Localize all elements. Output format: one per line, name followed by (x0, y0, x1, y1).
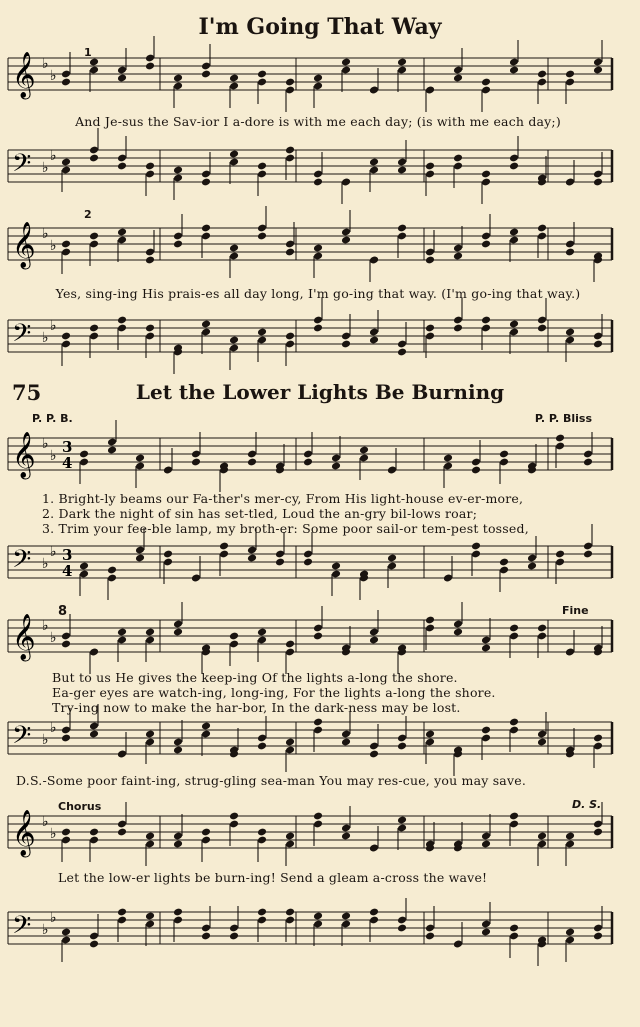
note-head (331, 462, 341, 471)
note-head (443, 454, 453, 463)
bass-clef-icon: 𝄢 (12, 149, 32, 184)
note-head (555, 550, 565, 559)
note-head (313, 632, 323, 641)
note-head (387, 554, 397, 563)
note-head (257, 628, 267, 637)
bass-clef-icon: 𝄢 (12, 721, 32, 756)
note-head (481, 928, 491, 937)
hymn-title-lower-lights: Let the Lower Lights Be Burning (135, 380, 505, 404)
time-signature-top: 3 (62, 546, 73, 564)
note-head (61, 828, 71, 837)
staff-lines (8, 912, 612, 944)
note-head (163, 550, 173, 559)
note-head (509, 718, 519, 727)
lyrics-line-2: Yes, sing-ing His prais-es all day long, I'm go-ing that way. (I'm go-ing that way.) (55, 286, 581, 301)
measure-mark-8: 8 (58, 604, 68, 619)
note-head (593, 932, 603, 941)
note-head (331, 562, 341, 571)
staff-lines (8, 816, 612, 848)
note-head (61, 78, 71, 87)
note-head (145, 62, 155, 71)
note-head (453, 154, 463, 163)
time-signature-bottom: 4 (62, 562, 73, 580)
note-head (135, 554, 145, 563)
note-head (61, 158, 71, 167)
note-head (499, 450, 509, 459)
verse-2-line-1: 2. Dark the night of sin has set-tled, Loud the an-gry bil-lows roar; (42, 506, 478, 521)
note-head (79, 562, 89, 571)
note-head (313, 324, 323, 333)
note-head (509, 228, 519, 237)
note-head (229, 150, 239, 159)
staff-lines (8, 150, 612, 182)
ds-label: D. S. (572, 798, 602, 811)
note-head (61, 734, 71, 743)
note-head (201, 320, 211, 329)
time-signature-top: 3 (62, 438, 73, 456)
chorus-label: Chorus (58, 800, 102, 813)
note-head (117, 908, 127, 917)
note-head (257, 328, 267, 337)
bass-clef-icon: 𝄢 (12, 319, 32, 354)
bass-clef-icon: 𝄢 (12, 545, 32, 580)
verse-2-line-2: Ea-ger eyes are watch-ing, long-ing, For the lights a-long the shore. (52, 685, 496, 700)
note-head (285, 146, 295, 155)
note-head (565, 328, 575, 337)
note-head (285, 332, 295, 341)
note-head (303, 558, 313, 567)
note-head (275, 558, 285, 567)
note-head (107, 446, 117, 455)
staff-lines (8, 228, 612, 260)
flat-icon: ♭ (50, 720, 57, 736)
note-head (173, 746, 183, 755)
note-head (257, 70, 267, 79)
note-head (397, 816, 407, 825)
note-head (117, 162, 127, 171)
note-head (285, 738, 295, 747)
hymn-title-going-that-way: I'm Going That Way (198, 14, 442, 40)
note-head (89, 324, 99, 333)
note-head (537, 832, 547, 841)
bass-clef-icon: 𝄢 (12, 911, 32, 946)
note-head (565, 70, 575, 79)
note-head (537, 224, 547, 233)
treble-clef-icon: 𝄞 (12, 614, 36, 660)
flat-icon: ♭ (42, 814, 49, 830)
note-head (61, 928, 71, 937)
verse-1-line-2: But to us He gives the keep-ing Of the lights a-long the shore. (52, 670, 458, 685)
hymn-number: 75 (12, 380, 42, 405)
note-head (303, 458, 313, 467)
note-head (593, 828, 603, 837)
note-head (117, 228, 127, 237)
staff-bass-a1 (0, 142, 640, 202)
note-head (313, 178, 323, 187)
note-head (285, 832, 295, 841)
note-head (481, 316, 491, 325)
note-head (397, 58, 407, 67)
note-head (145, 730, 155, 739)
note-head (145, 324, 155, 333)
note-head (173, 840, 183, 849)
credit-right: P. P. Bliss (534, 412, 592, 425)
note-head (509, 66, 519, 75)
note-head (425, 324, 435, 333)
staff-treble-b1 (0, 430, 640, 490)
note-head (89, 232, 99, 241)
verse-3-line-2: Try-ing now to make the har-bor, In the dark-ness may be lost. (52, 700, 461, 715)
note-head (341, 236, 351, 245)
note-head (341, 58, 351, 67)
note-head (257, 908, 267, 917)
note-head (425, 616, 435, 625)
note-head (481, 78, 491, 87)
note-head (89, 154, 99, 163)
staff-treble-a1 (0, 50, 640, 110)
ds-lyric-line: D.S.-Some poor faint-ing, strug-gling sea-man You may res-cue, you may save. (16, 773, 526, 788)
note-head (453, 74, 463, 83)
note-head (425, 730, 435, 739)
note-head (61, 640, 71, 649)
fine-label: Fine (562, 604, 589, 617)
staff-lines (8, 620, 612, 652)
note-head (481, 726, 491, 735)
note-head (397, 348, 407, 357)
note-head (509, 162, 519, 171)
treble-clef-icon: 𝄞 (12, 432, 36, 478)
note-head (135, 454, 145, 463)
note-head (509, 320, 519, 329)
note-head (425, 256, 435, 265)
note-head (537, 324, 547, 333)
note-head (173, 628, 183, 637)
measure-mark-1: 1 (84, 46, 92, 59)
note-head (117, 316, 127, 325)
note-head (369, 158, 379, 167)
note-head (61, 332, 71, 341)
treble-clef-icon: 𝄞 (12, 222, 36, 268)
staff-lines (8, 722, 612, 754)
note-head (397, 224, 407, 233)
note-head (257, 828, 267, 837)
note-head (229, 632, 239, 641)
note-head (285, 248, 295, 257)
note-head (481, 840, 491, 849)
note-head (285, 640, 295, 649)
note-head (453, 252, 463, 261)
note-head (481, 240, 491, 249)
note-head (89, 828, 99, 837)
note-head (219, 542, 229, 551)
note-head (555, 434, 565, 443)
note-head (527, 562, 537, 571)
note-head (369, 336, 379, 345)
note-head (257, 232, 267, 241)
note-head (481, 644, 491, 653)
flat-icon: ♭ (50, 318, 57, 334)
note-head (89, 730, 99, 739)
flat-icon: ♭ (50, 238, 57, 254)
note-head (145, 256, 155, 265)
note-head (229, 244, 239, 253)
treble-clef-icon: 𝄞 (12, 52, 36, 98)
flat-icon: ♭ (50, 544, 57, 560)
note-head (509, 812, 519, 821)
note-head (89, 940, 99, 949)
note-head (145, 832, 155, 841)
note-head (425, 162, 435, 171)
note-head (341, 832, 351, 841)
flat-icon: ♭ (50, 826, 57, 842)
staff-treble-b3 (0, 808, 640, 868)
note-head (341, 912, 351, 921)
flat-icon: ♭ (50, 148, 57, 164)
note-head (397, 166, 407, 175)
verse-1-line-1: 1. Bright-ly beams our Fa-ther's mer-cy, From His light-house ev-er-more, (42, 491, 524, 506)
flat-icon: ♭ (50, 910, 57, 926)
treble-clef-icon: 𝄞 (12, 810, 36, 856)
flat-icon: ♭ (42, 56, 49, 72)
staff-bass-b2 (0, 714, 640, 774)
note-head (313, 74, 323, 83)
note-head (583, 550, 593, 559)
note-head (201, 828, 211, 837)
note-head (61, 240, 71, 249)
staff-lines (8, 58, 612, 90)
note-head (145, 912, 155, 921)
note-head (201, 224, 211, 233)
credit-left: P. P. B. (32, 412, 73, 425)
note-head (285, 78, 295, 87)
note-head (593, 178, 603, 187)
note-head (537, 738, 547, 747)
note-head (565, 928, 575, 937)
staff-lines (8, 320, 612, 352)
flat-icon: ♭ (50, 630, 57, 646)
note-head (201, 70, 211, 79)
note-head (173, 166, 183, 175)
note-head (229, 336, 239, 345)
flat-icon: ♭ (50, 68, 57, 84)
note-head (471, 542, 481, 551)
note-head (313, 912, 323, 921)
note-head (341, 738, 351, 747)
note-head (313, 718, 323, 727)
flat-icon: ♭ (42, 330, 49, 346)
staff-bass-a2 (0, 312, 640, 372)
note-head (201, 178, 211, 187)
note-head (341, 340, 351, 349)
note-head (313, 244, 323, 253)
note-head (593, 734, 603, 743)
note-head (425, 932, 435, 941)
flat-icon: ♭ (50, 448, 57, 464)
note-head (565, 832, 575, 841)
note-head (229, 932, 239, 941)
note-head (537, 624, 547, 633)
note-head (583, 458, 593, 467)
note-head (117, 74, 127, 83)
flat-icon: ♭ (42, 618, 49, 634)
staff-treble-a2 (0, 220, 640, 280)
flat-icon: ♭ (42, 436, 49, 452)
chorus-lyrics: Let the low-er lights be burn-ing! Send a gleam a-cross the wave! (58, 870, 488, 885)
note-head (471, 466, 481, 475)
note-head (117, 628, 127, 637)
flat-icon: ♭ (42, 556, 49, 572)
note-head (79, 450, 89, 459)
note-head (481, 170, 491, 179)
note-head (509, 624, 519, 633)
note-head (537, 70, 547, 79)
note-head (453, 628, 463, 637)
note-head (565, 248, 575, 257)
note-head (509, 924, 519, 933)
note-head (173, 240, 183, 249)
staff-treble-b2 (0, 612, 640, 672)
note-head (359, 446, 369, 455)
verse-3-line-1: 3. Trim your fee-ble lamp, my broth-er: Some poor sail-or tem-pest tossed, (42, 521, 529, 536)
note-head (257, 162, 267, 171)
note-head (369, 750, 379, 759)
note-head (369, 636, 379, 645)
flat-icon: ♭ (42, 922, 49, 938)
note-head (145, 628, 155, 637)
note-head (191, 458, 201, 467)
note-head (285, 908, 295, 917)
flat-icon: ♭ (42, 160, 49, 176)
flat-icon: ♭ (42, 226, 49, 242)
note-head (173, 908, 183, 917)
note-head (397, 924, 407, 933)
note-head (145, 162, 155, 171)
note-head (107, 566, 117, 575)
note-head (369, 908, 379, 917)
note-head (117, 828, 127, 837)
note-head (247, 458, 257, 467)
note-head (173, 74, 183, 83)
note-head (499, 558, 509, 567)
staff-bass-b1 (0, 538, 640, 598)
note-head (247, 554, 257, 563)
note-head (229, 812, 239, 821)
flat-icon: ♭ (42, 732, 49, 748)
note-head (229, 74, 239, 83)
note-head (593, 340, 603, 349)
note-head (453, 324, 463, 333)
note-head (593, 66, 603, 75)
time-signature-bottom: 4 (62, 454, 73, 472)
measure-mark-2: 2 (84, 208, 92, 221)
note-head (201, 932, 211, 941)
note-head (257, 742, 267, 751)
note-head (397, 742, 407, 751)
lyrics-line-1: And Je-sus the Sav-ior I a-dore is with me each day; (is with me each day;) (75, 114, 561, 129)
note-head (313, 812, 323, 821)
staff-bass-b3 (0, 904, 640, 964)
note-head (201, 722, 211, 731)
